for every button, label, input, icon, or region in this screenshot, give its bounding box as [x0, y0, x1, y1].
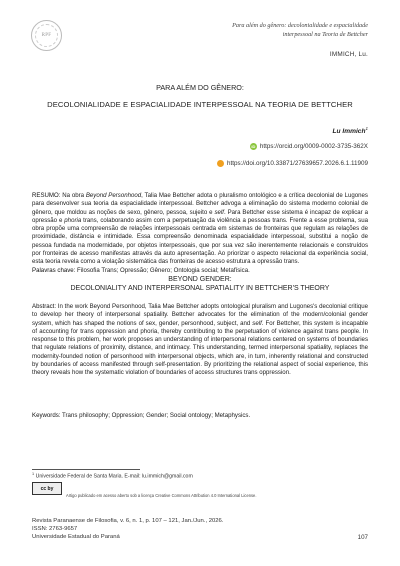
journal-logo: [31, 20, 62, 51]
keywords-label: Keywords:: [32, 412, 61, 419]
resumo-section: [32, 192, 368, 275]
resumo-text-4: trans, colaborando assim com a perpetuação da violência a pessoas trans. Frente a esse problema, sua obra propõe uma compreensão de relações interpessoais centrada em sistemas de fronteiras que regulam as relações de proximidade, distância e intimidade. Essa compreensão denominada espacialidade interpessoal, substitui a noção de pessoa fundada na modernidade, por objetos interpessoais, que por sua vez são inerentemente relacionais e construídos por fronteiras de acesso manifestas através da auto apresentação. Ao priorizar o aspecto relacional da experiência social, esta teoria revela como a violação sistemática das fronteiras de acesso estrutura a opressão trans.: [32, 216, 368, 266]
article-subtitle-en: DECOLONIALITY AND INTERPERSONAL SPATIALITY IN BETTCHER'S THEORY: [70, 285, 330, 292]
cc-license-badge[interactable]: cc by: [32, 482, 62, 495]
resumo-label: RESUMO:: [32, 192, 61, 199]
keywords-text: Trans philosophy; Oppression; Gender; Social ontology; Metaphysics.: [60, 412, 251, 419]
running-title: [148, 22, 368, 39]
article-title-en: BEYOND GENDER:: [168, 276, 232, 283]
resumo-text-3: . Para Bettcher esse sistema é incapaz de explicar a opressão e: [32, 208, 369, 224]
journal-issn: ISSN: 2763-9657: [32, 525, 78, 532]
resumo-text-2: , Talia Mae Bettcher adota o pluralismo ontológico e a crítica decolonial de Lugones para desenvolver sua teoria da espacialidade interpessoal. Bettcher advoga a eliminação do sistema moderno colonial de gênero, que moldou as noções de sexo, gênero, pessoa, sujeito e: [32, 192, 368, 216]
palavras-chave: [32, 267, 368, 275]
resumo-paragraph: [32, 192, 368, 267]
orcid-link[interactable]: [250, 143, 368, 150]
resumo-italic-phoria: phoria: [64, 216, 82, 224]
footnote-text: Universidade Federal de Santa Maria. E-mail: lu.immich@gmail.com: [34, 473, 193, 480]
resumo-italic-title: Beyond Personhood: [85, 192, 142, 199]
footnote-mark: 1: [32, 472, 35, 476]
abstract-text-2: . For Bettcher, this system is incapable of accounting for trans oppression and phoria, thereby contributing to the perpetuation of violence against trans people. In response to this problem, her work proposes an understanding of interpersonal relations centered on systems of boundaries that regulate relations of proximity, distance, and intimacy. This understanding, termed interpersonal spatiality, replaces the modernity-founded notion of personhood with interpersonal objects, which are, in turn, inherently relational and constructed by boundaries of access manifested through self-presentation. By prioritizing the relational aspect of social experience, this theory reveals how the systematic violation of boundaries of access structures trans oppression.: [32, 319, 368, 377]
abstract-label: Abstract:: [32, 303, 57, 310]
page-number: 107: [357, 534, 368, 541]
palavras-chave-label: Palavras chave:: [32, 266, 76, 274]
journal-info: [32, 518, 223, 542]
journal-university: Universidade Estadual do Paraná: [32, 533, 120, 540]
orcid-icon: iD: [251, 144, 256, 149]
orcid-url[interactable]: https://orcid.org/0009-0002-3735-362X: [259, 143, 368, 150]
footnote-divider: [32, 469, 140, 470]
footnote: [32, 472, 193, 480]
doi-icon: [217, 160, 224, 167]
author-name-text: Lu Immich: [332, 128, 366, 136]
journal-citation: Revista Paranaense de Filosofia, v. 6, n. 1, p. 107 – 121, Jan./Jun., 2026.: [32, 518, 224, 524]
license-text: Artigo publicado em acesso aberto sob a licença Creative Commons Attribution 4.0 International License.: [66, 493, 257, 498]
keywords: [32, 412, 368, 419]
running-title-line-2: interpessoal na Teoria de Bettcher: [282, 30, 368, 38]
palavras-chave-text: Filosofia Trans; Opressão; Gênero; Ontologia social; Metafísica.: [75, 266, 250, 274]
abstract-text-1: In the work Beyond Personhood, Talia Mae Bettcher adopts ontological pluralism and Lugones's decolonial critique to develop her theory of interpersonal spatiality. Bettcher advocates for the elimination of the modern/colonial gender system, which has shaped the notions of sex, gender, personhood, subject, and: [32, 303, 368, 327]
running-author: IMMICH, Lu.: [329, 51, 368, 58]
doi-link[interactable]: [217, 160, 368, 167]
journal-logo-text: RPF: [35, 24, 58, 47]
abstract-section: [32, 303, 368, 378]
resumo-text-1: Na obra: [60, 192, 86, 199]
author-name: [333, 126, 369, 135]
running-title-line-1: Para além do gênero: decolonialidade e espacialidade: [232, 22, 368, 29]
resumo-italic-self: self: [214, 208, 224, 216]
article-subtitle-pt: DECOLONIALIDADE E ESPACIALIDADE INTERPESSOAL NA TEORIA DE BETTCHER: [47, 100, 353, 109]
abstract-italic-self: self: [252, 319, 262, 327]
article-title-pt: PARA ALÉM DO GÊNERO:: [156, 83, 244, 92]
author-footnote-mark: 1: [365, 126, 368, 131]
doi-url[interactable]: https://doi.org/10.33871/27639657.2026.6.1.11909: [227, 160, 368, 167]
